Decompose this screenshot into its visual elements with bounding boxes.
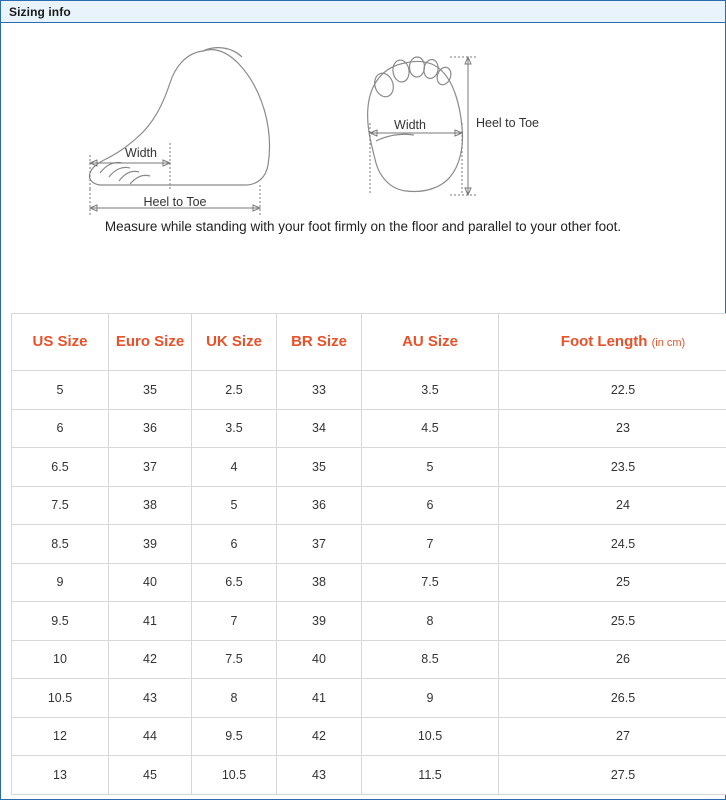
cell-uk-size: 8 bbox=[192, 679, 277, 718]
cell-foot-length: 24 bbox=[499, 486, 726, 525]
table-row bbox=[12, 563, 726, 602]
cell-br-size: 43 bbox=[277, 756, 362, 795]
top-view-width-dimension bbox=[370, 123, 462, 193]
cell-au-size: 5 bbox=[362, 448, 499, 487]
cell-us-size: 7.5 bbox=[12, 486, 109, 525]
side-view-foot-icon bbox=[89, 48, 269, 185]
cell-uk-size: 7.5 bbox=[192, 640, 277, 679]
cell-br-size: 36 bbox=[277, 486, 362, 525]
cell-uk-size: 5 bbox=[192, 486, 277, 525]
cell-au-size: 6 bbox=[362, 486, 499, 525]
table-row bbox=[12, 448, 726, 487]
cell-uk-size: 6 bbox=[192, 525, 277, 564]
size-chart-table bbox=[11, 313, 726, 795]
cell-br-size: 41 bbox=[277, 679, 362, 718]
cell-us-size: 6.5 bbox=[12, 448, 109, 487]
cell-au-size: 9 bbox=[362, 679, 499, 718]
cell-foot-length: 27.5 bbox=[499, 756, 726, 795]
cell-euro-size: 43 bbox=[109, 679, 192, 718]
cell-us-size: 12 bbox=[12, 717, 109, 756]
cell-us-size: 8.5 bbox=[12, 525, 109, 564]
column-header-au-size: AU Size bbox=[362, 314, 499, 371]
cell-foot-length: 23.5 bbox=[499, 448, 726, 487]
cell-br-size: 40 bbox=[277, 640, 362, 679]
cell-uk-size: 9.5 bbox=[192, 717, 277, 756]
cell-uk-size: 3.5 bbox=[192, 409, 277, 448]
column-header-foot-length bbox=[499, 314, 726, 371]
cell-uk-size: 7 bbox=[192, 602, 277, 641]
table-row bbox=[12, 602, 726, 641]
column-header-euro-size bbox=[109, 314, 192, 371]
top-view-heel-to-toe-dimension bbox=[450, 57, 476, 195]
table-row bbox=[12, 756, 726, 795]
top-view-heel-to-toe-label: Heel to Toe bbox=[476, 116, 540, 130]
table-row bbox=[12, 717, 726, 756]
cell-au-size: 7.5 bbox=[362, 563, 499, 602]
size-chart-wrapper bbox=[11, 313, 717, 795]
cell-euro-size: 38 bbox=[109, 486, 192, 525]
cell-euro-size: 44 bbox=[109, 717, 192, 756]
column-header-uk-size: UK Size bbox=[192, 314, 277, 371]
cell-us-size: 6 bbox=[12, 409, 109, 448]
cell-au-size: 7 bbox=[362, 525, 499, 564]
header-bar bbox=[1, 1, 725, 23]
column-header-us-size: US Size bbox=[12, 314, 109, 371]
cell-euro-size: 36 bbox=[109, 409, 192, 448]
cell-au-size: 11.5 bbox=[362, 756, 499, 795]
cell-au-size: 3.5 bbox=[362, 371, 499, 410]
foot-diagram-svg bbox=[10, 23, 716, 223]
cell-br-size: 42 bbox=[277, 717, 362, 756]
table-row bbox=[12, 371, 726, 410]
table-row bbox=[12, 525, 726, 564]
cell-us-size: 13 bbox=[12, 756, 109, 795]
cell-euro-size: 45 bbox=[109, 756, 192, 795]
table-row bbox=[12, 679, 726, 718]
cell-br-size: 37 bbox=[277, 525, 362, 564]
cell-br-size: 39 bbox=[277, 602, 362, 641]
table-row bbox=[12, 486, 726, 525]
cell-euro-size: 40 bbox=[109, 563, 192, 602]
cell-br-size: 38 bbox=[277, 563, 362, 602]
cell-euro-size: 35 bbox=[109, 371, 192, 410]
cell-au-size: 4.5 bbox=[362, 409, 499, 448]
cell-br-size: 35 bbox=[277, 448, 362, 487]
cell-foot-length: 27 bbox=[499, 717, 726, 756]
cell-foot-length: 24.5 bbox=[499, 525, 726, 564]
cell-uk-size: 6.5 bbox=[192, 563, 277, 602]
foot-length-unit-note: (in cm) bbox=[651, 337, 686, 350]
size-chart-body bbox=[12, 371, 726, 795]
table-row bbox=[12, 640, 726, 679]
cell-euro-size: 42 bbox=[109, 640, 192, 679]
cell-euro-size: 37 bbox=[109, 448, 192, 487]
cell-us-size: 10 bbox=[12, 640, 109, 679]
foot-measurement-diagram bbox=[1, 23, 725, 299]
size-chart-header-row bbox=[12, 314, 726, 371]
cell-us-size: 9 bbox=[12, 563, 109, 602]
cell-foot-length: 26 bbox=[499, 640, 726, 679]
page-title: Sizing info bbox=[9, 4, 71, 19]
cell-us-size: 10.5 bbox=[12, 679, 109, 718]
column-header-euro-size-label: Euro Size bbox=[115, 333, 185, 351]
measure-instruction-note: Measure while standing with your foot firmly on the floor and parallel to your other foot. bbox=[104, 219, 622, 234]
column-header-foot-length-label: Foot Length bbox=[560, 333, 648, 351]
side-view-width-label: Width bbox=[125, 146, 157, 160]
cell-uk-size: 10.5 bbox=[192, 756, 277, 795]
cell-br-size: 33 bbox=[277, 371, 362, 410]
cell-au-size: 8 bbox=[362, 602, 499, 641]
cell-foot-length: 22.5 bbox=[499, 371, 726, 410]
cell-us-size: 5 bbox=[12, 371, 109, 410]
cell-euro-size: 41 bbox=[109, 602, 192, 641]
cell-au-size: 10.5 bbox=[362, 717, 499, 756]
side-view-heel-to-toe-label: Heel to Toe bbox=[143, 195, 207, 209]
cell-euro-size: 39 bbox=[109, 525, 192, 564]
cell-uk-size: 2.5 bbox=[192, 371, 277, 410]
cell-foot-length: 25 bbox=[499, 563, 726, 602]
column-header-br-size: BR Size bbox=[277, 314, 362, 371]
cell-br-size: 34 bbox=[277, 409, 362, 448]
cell-au-size: 8.5 bbox=[362, 640, 499, 679]
cell-foot-length: 25.5 bbox=[499, 602, 726, 641]
top-view-width-label: Width bbox=[394, 118, 426, 132]
cell-foot-length: 23 bbox=[499, 409, 726, 448]
table-row bbox=[12, 409, 726, 448]
cell-uk-size: 4 bbox=[192, 448, 277, 487]
cell-us-size: 9.5 bbox=[12, 602, 109, 641]
cell-foot-length: 26.5 bbox=[499, 679, 726, 718]
